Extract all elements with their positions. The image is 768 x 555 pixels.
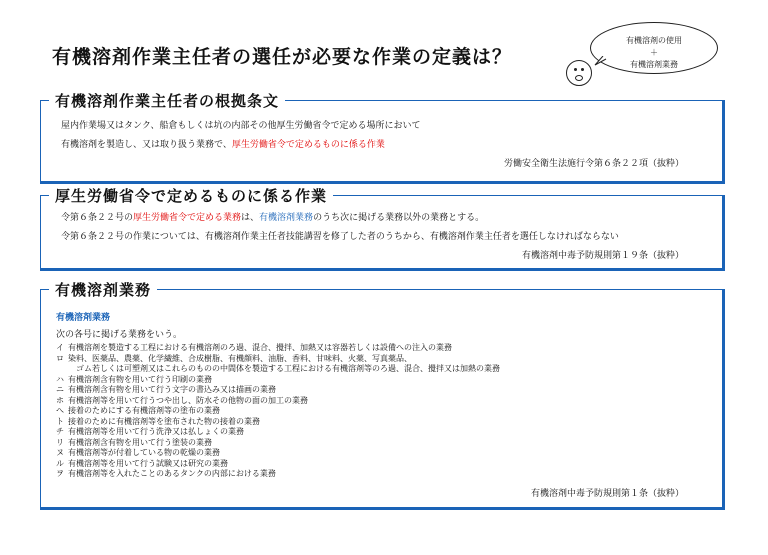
section-organic-solvent-work-heading: 有機溶剤業務 [49, 279, 157, 300]
list-item-marker: ニ [56, 385, 64, 394]
list-item-text: ゴム若しくは可塑剤又はこれらのものの中間体を製造する工程における有機溶剤等のろ過、混合、攪拌又は加熱の業務 [76, 364, 500, 373]
legal-basis-emphasis: 厚生労働省令で定めるものに係る作業 [231, 140, 385, 150]
legal-basis-line-1: 屋内作業場又はタンク、船倉もしくは坑の内部その他厚生労働省令で定める場所において [61, 121, 421, 131]
page-title: 有機溶剤作業主任者の選任が必要な作業の定義は？ [52, 46, 513, 68]
list-item [56, 469, 500, 480]
list-item-text: 有機溶剤等を用いて行う洗浄又は払しょくの業務 [68, 427, 244, 436]
legal-basis-line-2 [61, 137, 385, 150]
ordinance-line-1-c: のうち次に掲げる業務以外の業務とする。 [313, 213, 485, 223]
list-item-text: 有機溶剤を製造する工程における有機溶剤のろ過、混合、攪拌、加熱又は容器若しくは設備への注入の業務 [68, 343, 452, 352]
list-item-text: 有機溶剤等を用いて行う試験又は研究の業務 [68, 458, 228, 468]
bubble-tail-icon [593, 56, 607, 66]
list-item [56, 459, 500, 470]
section-ministry-ordinance-heading: 厚生労働省令で定めるものに係る作業 [49, 185, 333, 206]
list-item [56, 448, 500, 459]
list-item-marker: ヌ [56, 448, 64, 457]
list-item-text: 有機溶剤等を用いて行うつや出し、防水その他物の面の加工の業務 [68, 395, 308, 405]
list-item-marker: ヲ [56, 469, 64, 478]
list-item-marker: リ [56, 437, 64, 447]
list-item-text: 有機溶剤含有物を用いて行う印刷の業務 [68, 374, 212, 384]
bubble-line-2: 有機溶剤業務 [630, 60, 678, 69]
list-item-marker: へ [56, 406, 64, 415]
ordinance-emphasis-red: 厚生労働省令で定める業務 [133, 213, 242, 223]
section-legal-basis-heading: 有機溶剤作業主任者の根拠条文 [49, 90, 285, 111]
list-item-marker: ト [56, 416, 64, 426]
ordinance-source: 有機溶剤中毒予防規則第１９条（抜粋） [521, 251, 684, 261]
work-item-list [56, 343, 500, 480]
legal-basis-line-2-text: 有機溶剤を製造し、又は取り扱う業務で、 [61, 140, 232, 150]
list-item-text: 有機溶剤含有物を用いて行う塗装の業務 [68, 437, 212, 447]
legal-basis-source: 労働安全衛生法施行令第６条２２項（抜粋） [503, 159, 684, 169]
list-item-text: 有機溶剤含有物を用いて行う文字の書込み又は描画の業務 [68, 385, 276, 394]
list-item [56, 438, 500, 449]
list-item [56, 417, 500, 428]
bubble-line-1: 有機溶剤の使用 [626, 36, 682, 45]
list-item-text: 接着のためにする有機溶剤等の塗布の業務 [68, 406, 220, 415]
list-item [56, 354, 500, 365]
ordinance-line-1-a: 令第６条２２号の [61, 213, 134, 223]
ordinance-line-2: 令第６条２２号の作業については、有機溶剤作業主任者技能講習を修了した者のうちから、有機溶剤作業主任者を選任しなければならない [61, 232, 619, 242]
list-item [56, 406, 500, 417]
list-item [56, 364, 500, 375]
list-item [56, 427, 500, 438]
list-item [56, 396, 500, 407]
list-item-marker: ハ [56, 374, 64, 384]
list-item [56, 375, 500, 386]
list-item [56, 385, 500, 396]
list-item [56, 343, 500, 354]
list-item-marker: チ [56, 427, 64, 436]
list-item-text: 接着のために有機溶剤等を塗布された物の接着の業務 [68, 416, 260, 426]
organic-solvent-source: 有機溶剤中毒予防規則第１条（抜粋） [530, 489, 684, 499]
list-item-marker: ロ [56, 353, 64, 363]
list-item-marker: ホ [56, 395, 64, 405]
ordinance-emphasis-blue: 有機溶剤業務 [259, 213, 314, 223]
face-icon [566, 60, 592, 86]
list-item-marker: ル [56, 458, 64, 468]
section-organic-solvent-work [40, 281, 725, 510]
section-legal-basis [40, 92, 725, 184]
speech-bubble [590, 22, 718, 74]
list-item-text: 染料、医薬品、農薬、化学繊維、合成樹脂、有機顔料、油脂、香料、甘味料、火薬、写真薬品、 [68, 353, 412, 363]
list-item-text: 有機溶剤等を入れたことのあるタンクの内部における業務 [68, 469, 276, 478]
ordinance-line-1-b: は、 [241, 213, 260, 223]
ordinance-line-1 [61, 210, 484, 223]
section-ministry-ordinance [40, 187, 725, 271]
organic-solvent-subheading: 有機溶剤業務 [56, 313, 111, 323]
bubble-plus: ＋ [650, 48, 658, 57]
organic-solvent-intro: 次の各号に掲げる業務をいう。 [56, 330, 183, 340]
list-item-marker: イ [56, 343, 64, 352]
list-item-text: 有機溶剤等が付着している物の乾燥の業務 [68, 448, 220, 457]
